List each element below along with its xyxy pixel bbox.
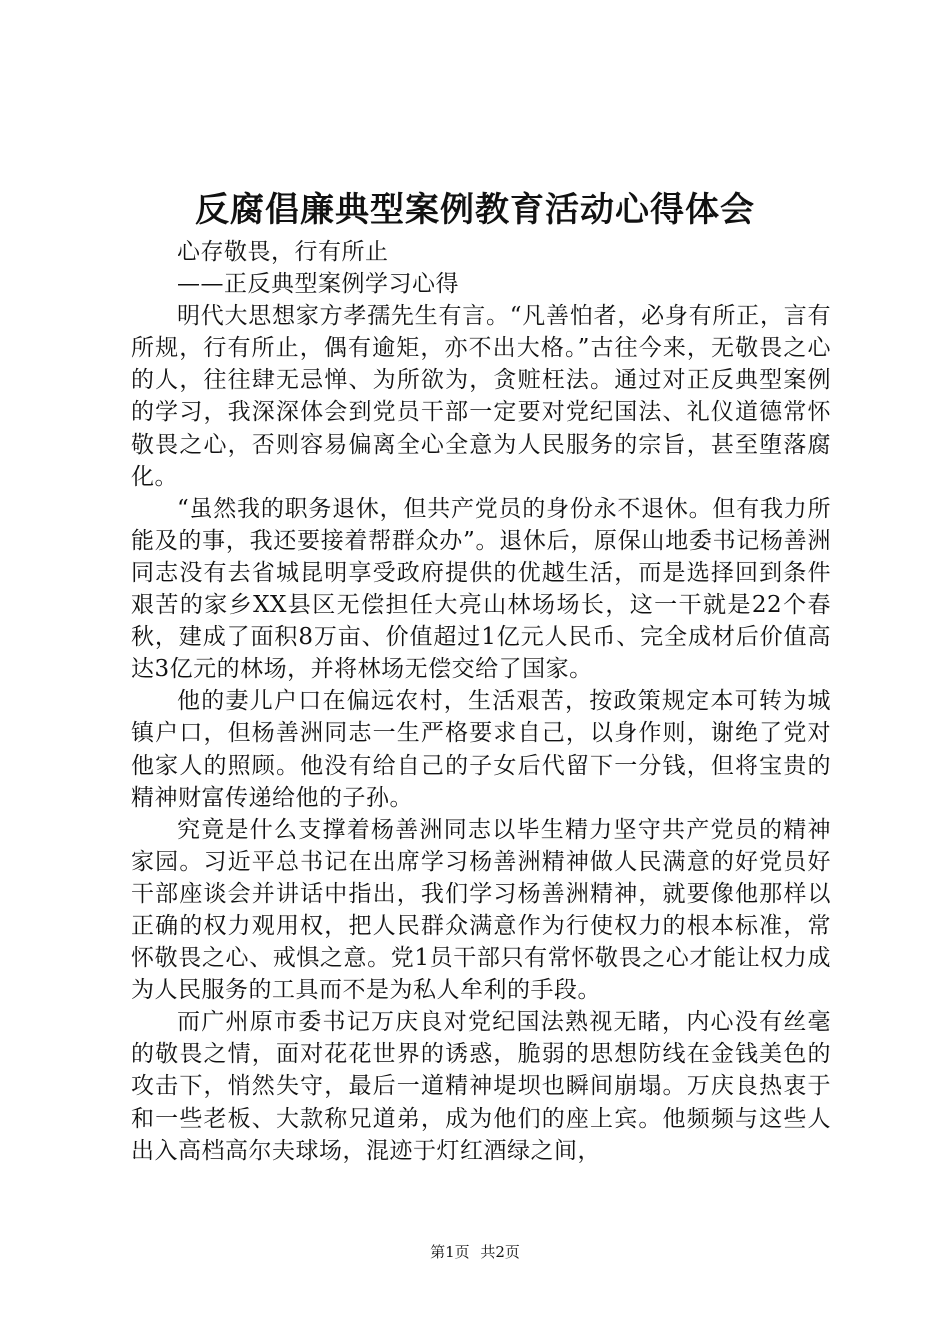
paragraph: 明代大思想家方孝孺先生有言。“凡善怕者，必身有所正，言有所规，行有所止，偶有逾矩，亦不出大格。”古往今来，无敬畏之心的人，往往肆无忌惮、为所欲为，贪赃枉法。通过对正反典型案例的学习，我深深体会到党员干部一定要对党纪国法、礼仪道德常怀敬畏之心，否则容易偏离全心全意为人民服务的宗旨，甚至堕落腐化。	[131, 303, 831, 490]
page-footer	[0, 1242, 950, 1262]
page-total: 共2页	[480, 1243, 520, 1261]
paragraph: “虽然我的职务退休，但共产党员的身份永不退休。但有我力所能及的事，我还要接着帮群众办”。退休后，原保山地委书记杨善洲同志没有去省城昆明享受政府提供的优越生活，而是选择回到条件艰苦的家乡XX县区无偿担任大亮山林场场长，这一干就是22个春秋，建成了面积8万亩、价值超过1亿元人民币、完全成材后价值高达3亿元的林场，并将林场无偿交给了国家。	[131, 495, 831, 683]
subtitle-secondary: ——正反典型案例学习心得	[177, 271, 459, 298]
document-title: 反腐倡廉典型案例教育活动心得体会	[195, 190, 755, 230]
paragraph: 而广州原市委书记万庆良对党纪国法熟视无睹，内心没有丝毫的敬畏之情，面对花花世界的诱惑，脆弱的思想防线在金钱美色的攻击下，悄然失守，最后一道精神堤坝也瞬间崩塌。万庆良热衷于和一些老板、大款称兄道弟，成为他们的座上宾。他频频与这些人出入高档高尔夫球场，混迹于灯红酒绿之间，	[131, 1009, 831, 1164]
paragraph: 他的妻儿户口在偏远农村，生活艰苦，按政策规定本可转为城镇户口，但杨善洲同志一生严格要求自己，以身作则，谢绝了党对他家人的照顾。他没有给自己的子女后代留下一分钱，但将宝贵的精神财富传递给他的子孙。	[131, 688, 831, 811]
page-number: 第1页	[430, 1243, 470, 1261]
subtitle: 心存敬畏，行有所止	[177, 239, 389, 265]
paragraph: 究竟是什么支撑着杨善洲同志以毕生精力坚守共产党员的精神家园。习近平总书记在出席学习杨善洲精神做人民满意的好党员好干部座谈会并讲话中指出，我们学习杨善洲精神，就要像他那样以正确的权力观用权，把人民群众满意作为行使权力的根本标准，常怀敬畏之心、戒惧之意。党1员干部只有常怀敬畏之心才能让权力成为人民服务的工具而不是为私人牟利的手段。	[131, 816, 831, 1004]
document-body	[131, 236, 831, 1167]
